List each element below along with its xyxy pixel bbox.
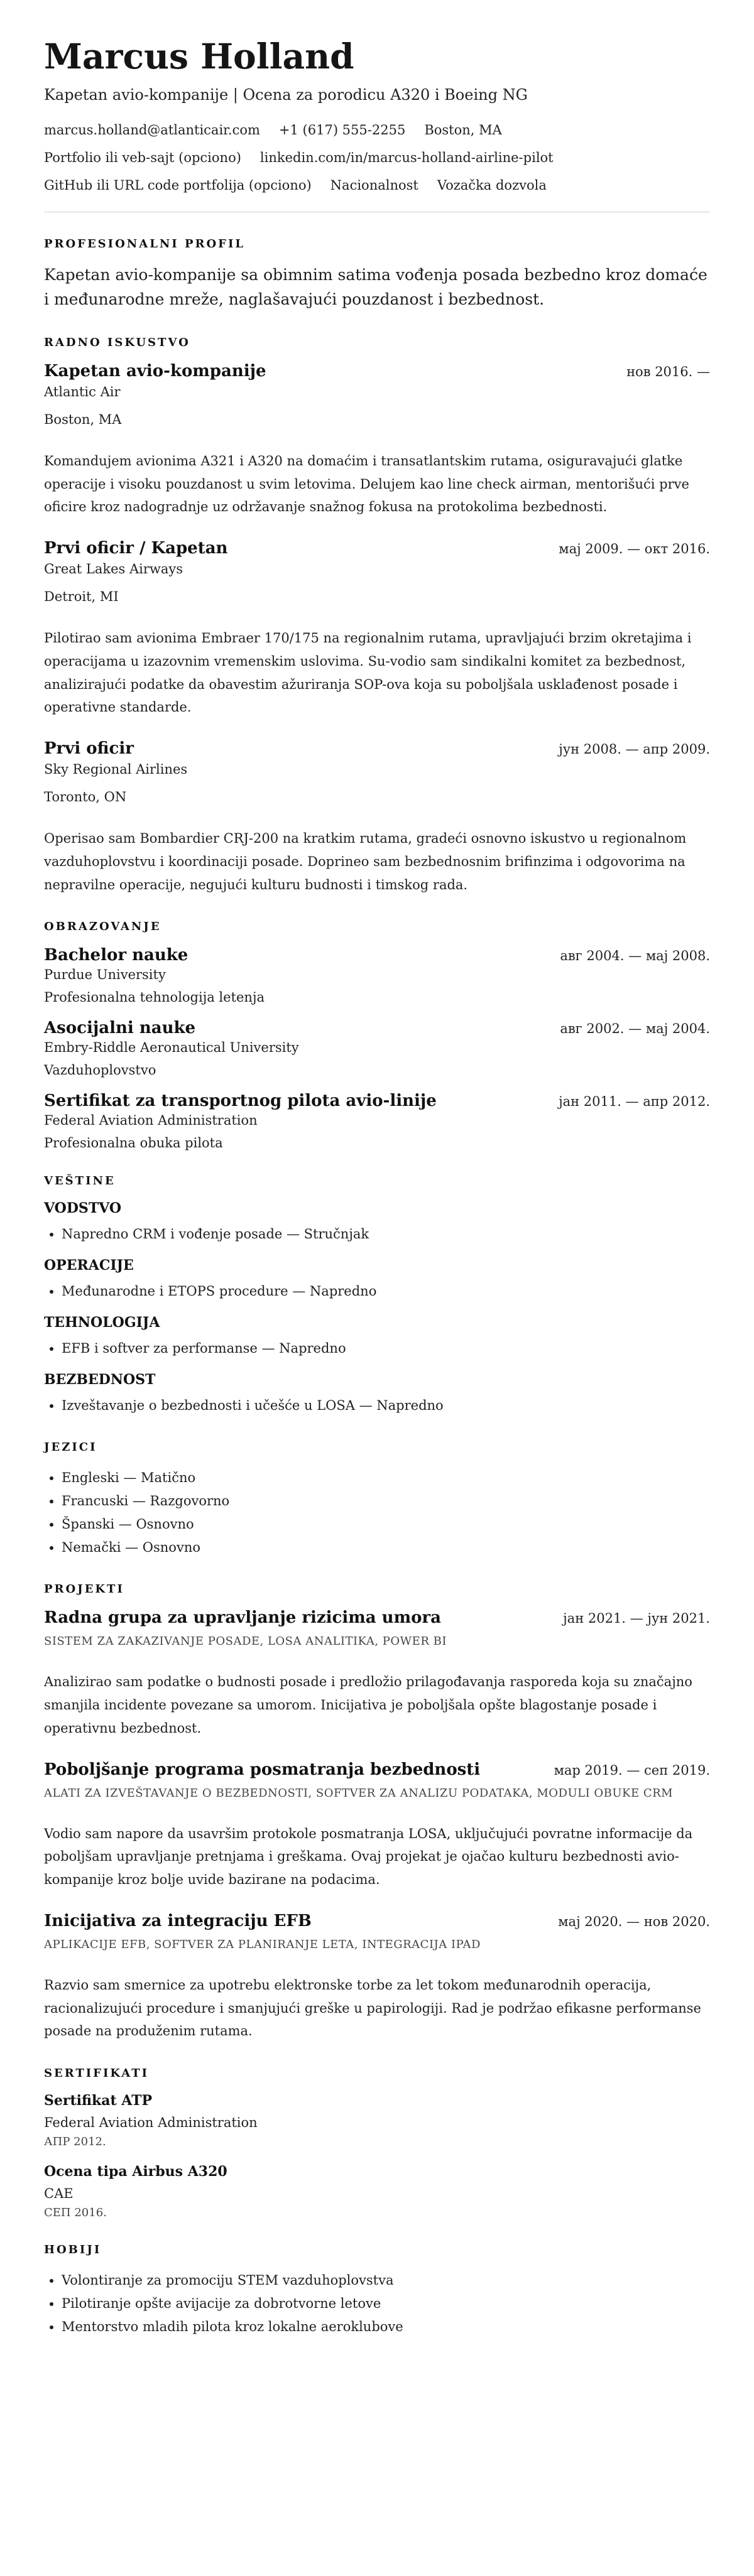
contact-license: Vozačka dozvola: [437, 178, 547, 193]
certificate-date: СЕП 2016.: [44, 2206, 107, 2219]
project-technologies: ALATI ZA IZVEŠTAVANJE O BEZBEDNOSTI, SOFTVER ZA ANALIZU PODATAKA, MODULI OBUKE CRM: [44, 1786, 674, 1800]
skill-item: • Međunarodne i ETOPS procedure — Napredno: [62, 1280, 710, 1303]
project-date: јан 2021. — јун 2021.: [563, 1611, 710, 1626]
job-title: Prvi oficir: [44, 739, 134, 758]
project-description: Analizirao sam podatke o budnosti posade i predložio prilagođavanja rasporeda koja su značajno smanjila incidente povezane sa umorom. Inicijativa je poboljšala opšte blagostanje posade i operativnu bezbednost.: [44, 1674, 692, 1736]
project-date: мар 2019. — сеп 2019.: [554, 1762, 710, 1778]
contact-nationality: Nacionalnost: [330, 178, 418, 193]
section-title: RADNO ISKUSTVO: [44, 335, 190, 349]
section-title: PROFESIONALNI PROFIL: [44, 237, 246, 251]
project-entry: [44, 1912, 710, 2043]
job-company: Sky Regional Airlines: [44, 762, 188, 777]
section-title: OBRAZOVANJE: [44, 920, 161, 934]
education-entry: [44, 1019, 710, 1078]
hobby-item: • Volontiranje za promociju STEM vazduhoplovstva: [62, 2269, 710, 2292]
job-location: Boston, MA: [44, 411, 122, 427]
certificate-issuer: Federal Aviation Administration: [44, 2115, 258, 2130]
degree-date: јан 2011. — апр 2012.: [559, 1094, 710, 1110]
degree-title: Asocijalni nauke: [44, 1019, 196, 1038]
skill-list: [44, 1280, 710, 1303]
section-title: HOBIJI: [44, 2243, 102, 2256]
certificate-name: Ocena tipa Airbus A320: [44, 2163, 227, 2180]
job-location: Toronto, ON: [44, 789, 127, 804]
field-of-study: Profesionalna tehnologija letenja: [44, 990, 265, 1005]
languages-section: [44, 1441, 710, 1559]
contact-row-1: [44, 122, 710, 138]
job-company: Atlantic Air: [44, 384, 121, 399]
school-name: Purdue University: [44, 967, 166, 983]
experience-section: [44, 336, 710, 897]
profile-section: [44, 237, 710, 312]
project-technologies: SISTEM ZA ZAKAZIVANJE POSADE, LOSA ANALITIKA, POWER BI: [44, 1635, 447, 1648]
job-date: јун 2008. — апр 2009.: [559, 742, 710, 757]
job-title: Kapetan avio-kompanije: [44, 361, 266, 381]
job-description: Pilotirao sam avionima Embraer 170/175 na regionalnim rutama, upravljajući brzim okretajima i operacijama u izazovnim vremenskim uslovima. Su-vodio sam sindikalni komitet za bezbednost, analizirajući podatke da obavestim ažuriranja SOP-ova koja su poboljšala usklađenost posade i operativne standarde.: [44, 630, 692, 715]
skill-category: VODSTVO: [44, 1200, 122, 1217]
skill-category: TEHNOLOGIJA: [44, 1314, 160, 1331]
language-list: [44, 1466, 710, 1559]
hobby-list: [44, 2269, 710, 2338]
section-title: PROJEKTI: [44, 1583, 124, 1596]
project-title: Poboljšanje programa posmatranja bezbednosti: [44, 1760, 481, 1779]
contact-linkedin[interactable]: linkedin.com/in/marcus-holland-airline-pilot: [260, 150, 554, 166]
school-name: Federal Aviation Administration: [44, 1113, 258, 1128]
degree-title: Bachelor nauke: [44, 946, 188, 965]
job-date: мај 2009. — окт 2016.: [559, 541, 710, 556]
job-title: Prvi oficir / Kapetan: [44, 539, 228, 558]
school-name: Embry-Riddle Aeronautical University: [44, 1040, 299, 1056]
skill-list: [44, 1337, 710, 1360]
certificate-entry: [44, 2092, 710, 2148]
certificates-section: [44, 2067, 710, 2219]
candidate-headline: Kapetan avio-kompanije | Ocena za porodicu A320 i Boeing NG: [44, 86, 528, 104]
degree-date: авг 2004. — мај 2008.: [560, 948, 710, 964]
field-of-study: Profesionalna obuka pilota: [44, 1135, 223, 1151]
project-entry: [44, 1608, 710, 1740]
hobby-item: • Mentorstvo mladih pilota kroz lokalne aeroklubove: [62, 2315, 710, 2339]
skill-category: BEZBEDNOST: [44, 1371, 156, 1388]
section-title: SERTIFIKATI: [44, 2067, 150, 2080]
job-location: Detroit, MI: [44, 589, 119, 604]
project-date: мај 2020. — нов 2020.: [558, 1913, 710, 1929]
job-description: Komandujem avionima A321 i A320 na domaćim i transatlantskim rutama, osiguravajući glatke operacije i visoku pouzdanost u svim letovima. Delujem kao line check airman, mentorišući prve oficire kroz nadogradnje uz održavanje snažnog fokusa na protokolima bezbednosti.: [44, 453, 689, 515]
resume-header: [44, 36, 710, 193]
project-entry: [44, 1760, 710, 1891]
experience-entry: [44, 539, 710, 719]
contact-phone: +1 (617) 555-2255: [278, 122, 406, 138]
profile-text: Kapetan avio-kompanije sa obimnim satima vođenja posada bezbedno kroz domaće i međunarodne mreže, naglašavajući pouzdanost i bezbednost.: [44, 266, 708, 308]
skill-list: [44, 1394, 710, 1417]
project-title: Inicijativa za integraciju EFB: [44, 1911, 312, 1930]
skills-section: [44, 1174, 710, 1417]
section-title: JEZICI: [44, 1441, 97, 1454]
contact-row-3: [44, 178, 710, 193]
education-section: [44, 920, 710, 1150]
contact-portfolio[interactable]: Portfolio ili veb-sajt (opciono): [44, 150, 241, 166]
field-of-study: Vazduhoplovstvo: [44, 1063, 156, 1078]
experience-entry: [44, 739, 710, 896]
certificate-date: АПР 2012.: [44, 2135, 106, 2148]
project-title: Radna grupa za upravljanje rizicima umora: [44, 1608, 441, 1628]
job-description: Operisao sam Bombardier CRJ-200 na kratkim rutama, gradeći osnovno iskustvo u regionalnom vazduhoplovstvu i koordinaciji posade. Doprineo sam bezbednosnim brifinzima i odgovorima na nepravilne operacije, negujući kulturu budnosti i timskog rada.: [44, 831, 687, 892]
contact-row-2: [44, 150, 710, 165]
contact-email[interactable]: marcus.holland@atlanticair.com: [44, 122, 260, 138]
language-item: • Engleski — Matično: [62, 1466, 710, 1490]
education-entry: [44, 1091, 710, 1150]
language-item: • Francuski — Razgovorno: [62, 1490, 710, 1513]
project-description: Razvio sam smernice za upotrebu elektronske torbe za let tokom međunarodnih operacija, racionalizujući procedure i smanjujući greške u papirologiji. Rad je podržao efikasne performanse posade na produženim rutama.: [44, 1977, 701, 2039]
certificate-issuer: CAE: [44, 2186, 74, 2201]
hobbies-section: [44, 2243, 710, 2338]
language-item: • Nemački — Osnovno: [62, 1536, 710, 1559]
skill-list: [44, 1223, 710, 1246]
degree-date: авг 2002. — мај 2004.: [560, 1021, 710, 1037]
skill-item: • EFB i softver za performanse — Napredno: [62, 1337, 710, 1360]
skill-category: OPERACIJE: [44, 1257, 134, 1274]
candidate-name: Marcus Holland: [44, 36, 354, 77]
skill-item: • Napredno CRM i vođenje posade — Stručnjak: [62, 1223, 710, 1246]
hobby-item: • Pilotiranje opšte avijacije za dobrotvorne letove: [62, 2292, 710, 2315]
projects-section: [44, 1583, 710, 2043]
project-description: Vodio sam napore da usavršim protokole posmatranja LOSA, uključujući povratne informacije da poboljšam upravljanje pretnjama i greškama. Ovaj projekat je ojačao kulturu bezbednosti avio-kompanije kroz bolje uvide bazirane na podacima.: [44, 1826, 693, 1887]
job-date: нов 2016. —: [626, 364, 710, 379]
education-entry: [44, 946, 710, 1005]
contact-location: Boston, MA: [424, 122, 502, 138]
experience-entry: [44, 362, 710, 519]
job-company: Great Lakes Airways: [44, 561, 183, 576]
certificate-name: Sertifikat ATP: [44, 2092, 153, 2109]
contact-github[interactable]: GitHub ili URL code portfolija (opciono): [44, 178, 312, 193]
skill-item: • Izveštavanje o bezbednosti i učešće u LOSA — Napredno: [62, 1394, 710, 1417]
language-item: • Španski — Osnovno: [62, 1513, 710, 1536]
section-title: VEŠTINE: [44, 1174, 116, 1188]
degree-title: Sertifikat za transportnog pilota avio-linije: [44, 1091, 437, 1111]
certificate-entry: [44, 2163, 710, 2219]
project-technologies: APLIKACIJE EFB, SOFTVER ZA PLANIRANJE LETA, INTEGRACIJA IPAD: [44, 1937, 481, 1951]
